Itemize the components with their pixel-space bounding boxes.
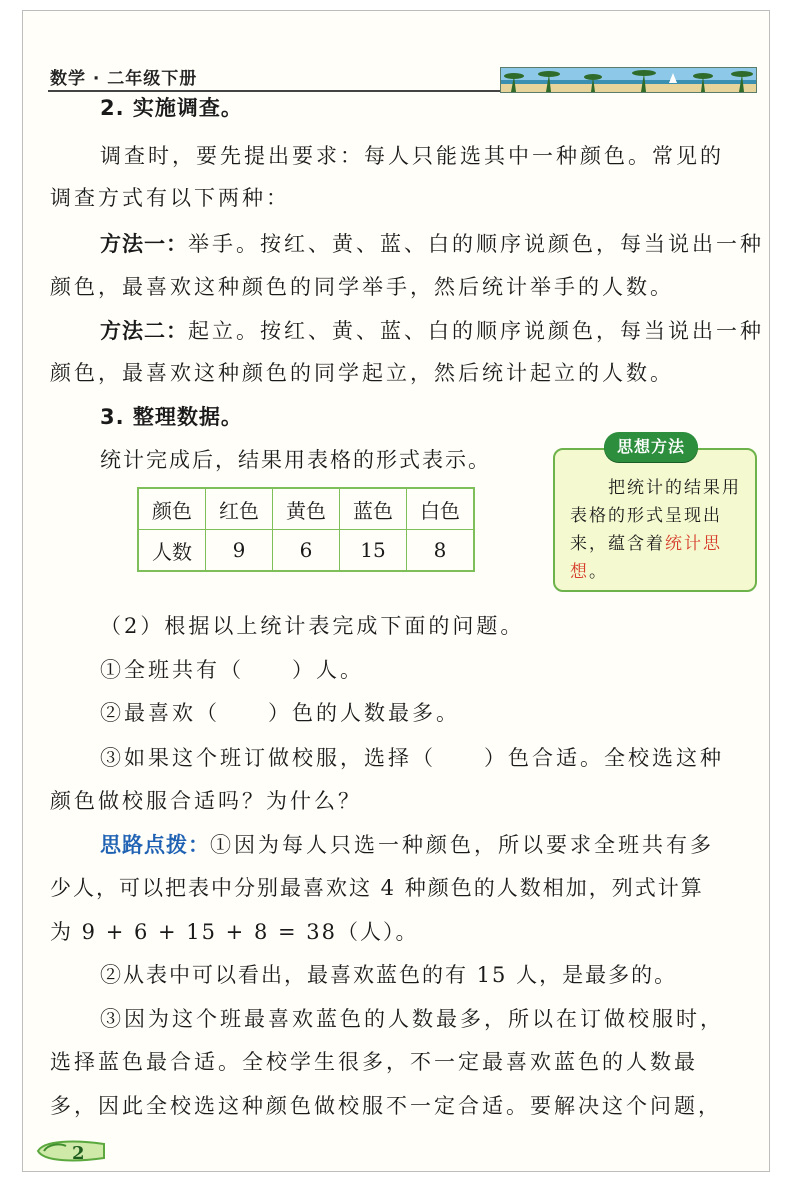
paragraph-line: 为 9 + 6 + 15 + 8 = 38（人）。	[50, 920, 419, 944]
page-number: 2	[72, 1143, 85, 1164]
table-cell: 6	[273, 530, 340, 572]
table-row	[138, 488, 474, 530]
section-heading-survey: 2. 实施调查。	[100, 96, 243, 120]
paragraph-line: 颜色，最喜欢这种颜色的同学举手，然后统计举手的人数。	[50, 275, 674, 299]
tip-text-end: 。	[589, 562, 608, 582]
table-cell: 15	[340, 530, 407, 572]
paragraph-line: ③因为这个班最喜欢蓝色的人数最多，所以在订做校服时，	[100, 1007, 724, 1031]
tip-text-plain: 把统计的结果用表格的形式呈现出来，蕴含着	[570, 478, 741, 554]
stats-table	[137, 487, 475, 572]
paragraph-line: ①因为每人只选一种颜色，所以要求全班共有多	[210, 833, 714, 857]
paragraph-line: 调查方式有以下两种：	[50, 186, 290, 210]
beach-banner-image	[500, 67, 757, 93]
hint-label: 思路点拨：	[100, 833, 210, 857]
method-two-line	[100, 321, 764, 342]
table-cell: 颜色	[138, 488, 206, 530]
table-cell: 9	[206, 530, 273, 572]
paragraph-line: 举手。按红、黄、蓝、白的顺序说颜色，每当说出一种	[188, 232, 764, 256]
table-row	[138, 530, 474, 572]
paragraph-line: 调查时，要先提出要求：每人只能选其中一种颜色。常见的	[100, 144, 724, 168]
question-item: ①全班共有（ ）人。	[100, 658, 364, 682]
question-item: ③如果这个班订做校服，选择（ ）色合适。全校选这种	[100, 746, 724, 770]
page-number-badge	[36, 1138, 106, 1164]
paragraph-line: 统计完成后，结果用表格的形式表示。	[100, 448, 491, 472]
question-item: ②最喜欢（ ）色的人数最多。	[100, 701, 460, 725]
paragraph-line: 起立。按红、黄、蓝、白的顺序说颜色，每当说出一种	[188, 319, 764, 343]
table-cell: 红色	[206, 488, 273, 530]
method-one-line	[100, 234, 764, 255]
paragraph-line: 少人，可以把表中分别最喜欢这 4 种颜色的人数相加，列式计算	[50, 876, 704, 900]
method-two-label: 方法二：	[100, 319, 188, 343]
table-cell: 蓝色	[340, 488, 407, 530]
method-tip-text	[570, 474, 746, 586]
header-rule	[48, 90, 500, 92]
question-item: 颜色做校服合适吗？为什么？	[50, 789, 362, 813]
book-title: 数学 · 二年级下册	[50, 69, 198, 89]
table-cell: 黄色	[273, 488, 340, 530]
table-cell: 8	[407, 530, 475, 572]
method-one-label: 方法一：	[100, 232, 188, 256]
tip-text-emphasis: 统计思想	[570, 534, 722, 582]
section-heading-organize: 3. 整理数据。	[100, 405, 243, 429]
hint-line	[100, 835, 714, 856]
table-cell: 白色	[407, 488, 475, 530]
paragraph-line: ②从表中可以看出，最喜欢蓝色的有 15 人，是最多的。	[100, 963, 678, 987]
paragraph-line: 颜色，最喜欢这种颜色的同学起立，然后统计起立的人数。	[50, 361, 674, 385]
paragraph-line: 多，因此全校选这种颜色做校服不一定合适。要解决这个问题，	[50, 1094, 722, 1118]
table-cell: 人数	[138, 530, 206, 572]
paragraph-line: 选择蓝色最合适。全校学生很多，不一定最喜欢蓝色的人数最	[50, 1050, 698, 1074]
method-tip-tag: 思想方法	[604, 432, 698, 462]
question-prompt: （2）根据以上统计表完成下面的问题。	[100, 614, 525, 638]
